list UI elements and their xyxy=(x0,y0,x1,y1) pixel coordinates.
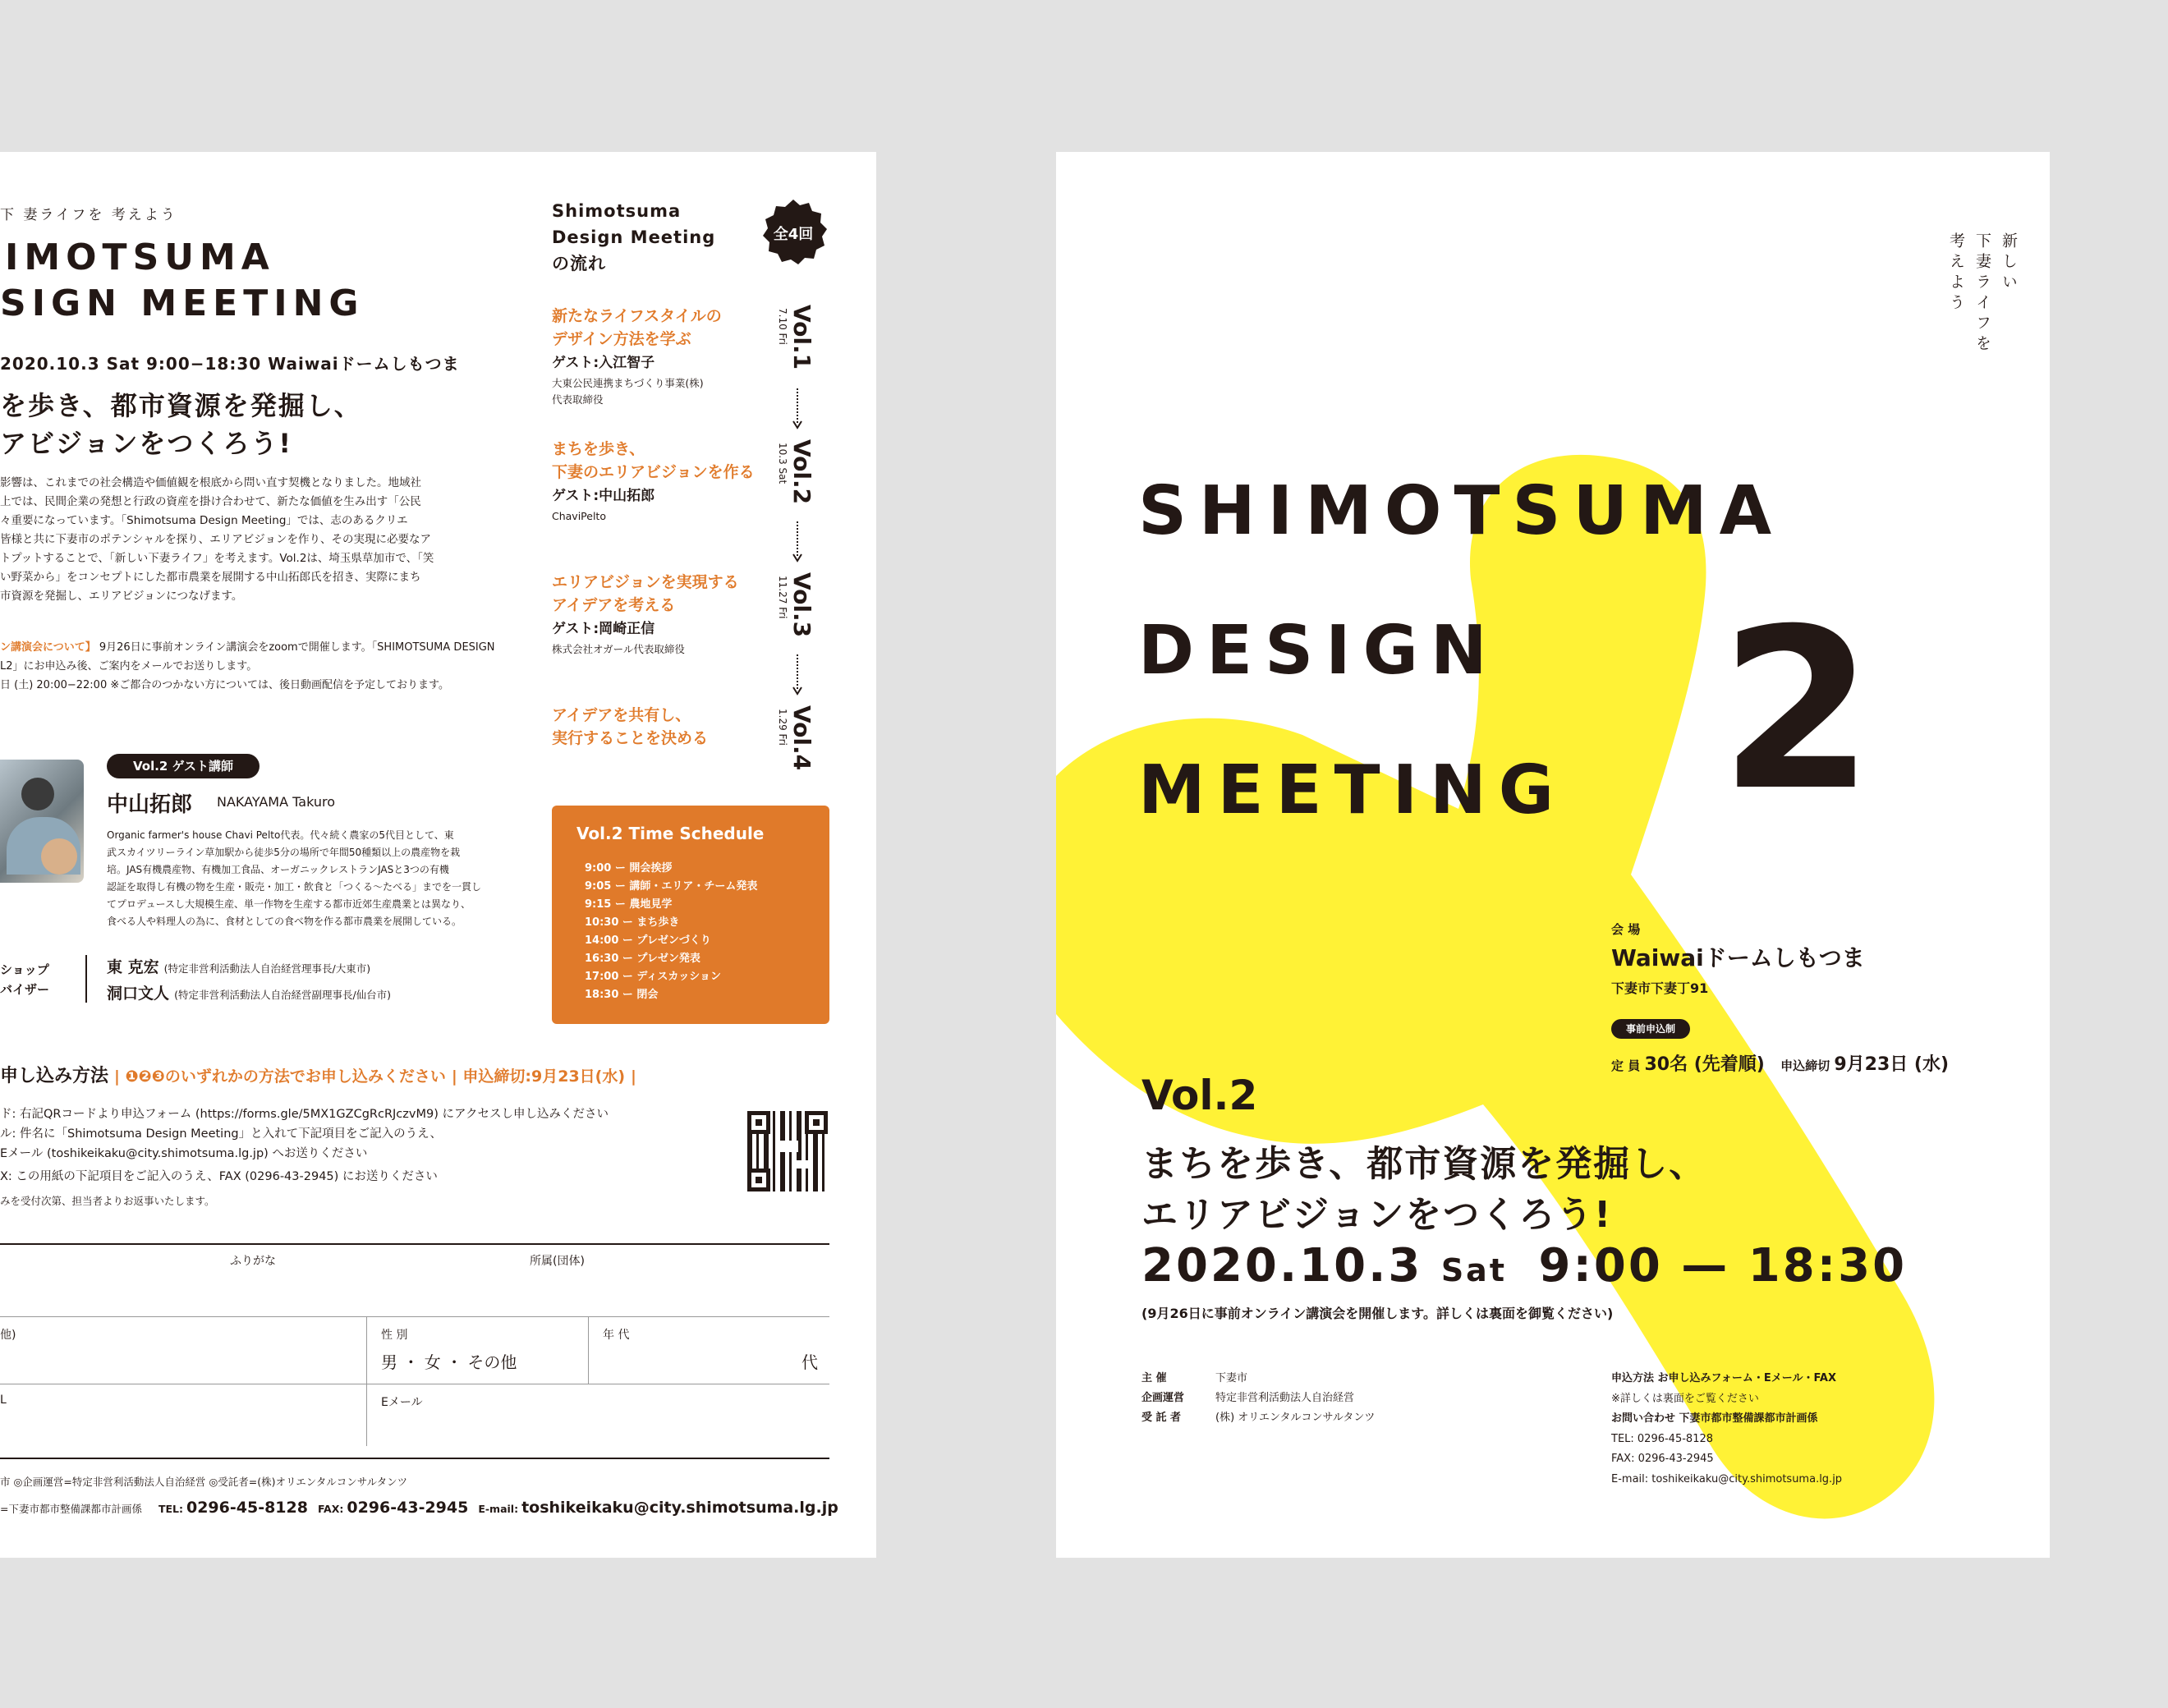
front-date: 2020.10.3 xyxy=(1141,1239,1423,1292)
advisors-label-line: ショップ xyxy=(0,962,49,977)
flow-vol-date: 7.10 Fri xyxy=(777,308,788,345)
bio-line: 認証を取得し有機の物を生産・販売・加工・飲食と「つくる〜たべる」までを一貫し xyxy=(107,881,482,893)
venue-address: 下妻市下妻丁91 xyxy=(1611,980,1709,996)
flow-vol-date: 10.3 Sat xyxy=(777,443,788,484)
form-age-suffix: 代 xyxy=(802,1352,818,1372)
flow-vol-label: Vol.4 xyxy=(788,705,815,771)
back-headline-line1: を歩き、都市資源を発掘し、 xyxy=(0,390,362,421)
flow-item xyxy=(552,438,755,525)
intro-line: 々重要になっています。「Shimotsuma Design Meeting」では、志のあるクリエ xyxy=(0,514,408,527)
contact-line: FAX: 0296-43-2945 xyxy=(1611,1453,1714,1465)
back-headline-line2: アビジョンをつくろう! xyxy=(0,428,292,459)
tagline-line: 考えよう xyxy=(1947,232,1965,315)
flow-item xyxy=(552,305,722,408)
online-note-label: ン講演会について】 xyxy=(0,641,96,654)
flow-title-line: Shimotsuma xyxy=(552,201,682,221)
flow-vol-label: Vol.3 xyxy=(788,572,815,638)
online-note-line: 日 (土) 20:00−22:00 ※ご都合のつかない方については、後日動画配信を予定しております。 xyxy=(0,679,449,691)
advisors-label-line: バイザー xyxy=(0,982,50,997)
front-day: Sat xyxy=(1440,1252,1507,1288)
contact-line: TEL: 0296-45-8128 xyxy=(1611,1432,1714,1445)
apply-line: X: この用紙の下記項目をご記入のうえ、FAX (0296-43-2945) にお送りください xyxy=(0,1170,438,1183)
contact-line: お問い合わせ 下妻市都市整備課都市計画係 xyxy=(1611,1412,1818,1425)
footer-email-label: E-mail: xyxy=(478,1503,519,1515)
advisor-name: 洞口文人 xyxy=(107,985,170,1003)
organizer-value: 特定非営利活動法人自治経営 xyxy=(1215,1392,1355,1404)
form-rule xyxy=(0,1316,829,1317)
front-headline-line2: エリアビジョンをつくろう! xyxy=(1141,1194,1613,1236)
intro-line: 皆様と共に下妻市のポテンシャルを探り、エリアビジョンを作り、その実現に必要なア xyxy=(0,533,431,546)
front-time: 9:00 — 18:30 xyxy=(1538,1239,1908,1292)
advisor xyxy=(107,955,370,977)
form-label-furigana: ふりがな xyxy=(230,1255,276,1268)
bio-line: 武スカイツリーライン草加駅から徒歩5分の場所で年間50種類以上の農産物を栽 xyxy=(107,847,461,858)
guest-bio xyxy=(107,827,517,930)
flow-item-title: 新たなライフスタイルの xyxy=(552,307,722,325)
intro-line: 上では、民間企業の発想と行政の資産を掛け合わせて、新たな価値を生み出す「公民 xyxy=(0,495,421,508)
form-label-email: Eメール xyxy=(381,1396,423,1409)
bio-line: てプロデュースし大規模生産、単一作物を生産する都市近郊生産農業とは異なり、 xyxy=(107,898,471,910)
schedule-row: 9:15 ー 農地見学 xyxy=(585,898,673,911)
front-vol: Vol.2 xyxy=(1141,1072,1258,1119)
flow-badge xyxy=(759,198,828,267)
apply-line: ド: 右記QRコードより申込フォーム (https://forms.gle/5MX1GZCgRcRJczvM9) にアクセスし申し込みください xyxy=(0,1108,609,1121)
apply-line: Eメール (toshikeikaku@city.shimotsuma.lg.jp) へお送りください xyxy=(0,1147,368,1160)
back-kicker: 下 妻ライフを 考えよう xyxy=(0,207,177,223)
apply-header: 申し込み方法 | ❶❷❸のいずれかの方法でお申し込みください | 申込締切:9月23日(水) | xyxy=(0,1066,636,1086)
schedule-rows xyxy=(585,860,757,1004)
flow-item-title: アイデアを共有し、 xyxy=(552,706,691,724)
form-rule xyxy=(588,1316,589,1384)
arrow-down-icon xyxy=(792,521,803,562)
form-rule xyxy=(366,1384,367,1446)
intro-line: トプットすることで、「新しい下妻ライフ」を考えます。Vol.2は、埼玉県草加市で、「笑 xyxy=(0,552,434,565)
schedule-row: 14:00 ー プレゼンづくり xyxy=(585,934,711,947)
deadline-label: 申込締切 xyxy=(1780,1058,1830,1073)
form-rule xyxy=(366,1316,367,1384)
footer-fax: 0296-43-2945 xyxy=(347,1499,469,1517)
back-title-line1: IMOTSUMA xyxy=(5,236,275,278)
flow-vol-label: Vol.1 xyxy=(788,305,815,370)
intro-line: い野菜から」をコンセプトにした都市農業を展開する中山拓郎氏を招き、実際にまち xyxy=(0,571,421,584)
footer-tel-label: TEL: xyxy=(158,1503,183,1515)
flow-title-line: Design Meeting xyxy=(552,227,716,247)
venue-label: 会 場 xyxy=(1611,922,1641,937)
schedule-row: 17:00 ー ディスカッション xyxy=(585,971,722,983)
reservation-badge: 事前申込制 xyxy=(1611,1019,1690,1039)
form-gender-options[interactable]: 男 ・ 女 ・ その他 xyxy=(381,1352,517,1372)
front-title-line2: DESIGN xyxy=(1138,612,1500,690)
front-headline-line1: まちを歩き、都市資源を発掘し、 xyxy=(1141,1143,1707,1185)
flow-item-title: まちを歩き、 xyxy=(552,440,645,458)
intro-line: 市資源を発掘し、エリアビジョンにつなげます。 xyxy=(0,590,243,603)
online-note-line: 9月26日に事前オンライン講演会をzoomで開催します。「SHIMOTSUMA DESIGN xyxy=(99,641,495,654)
guest-photo xyxy=(0,760,84,883)
flow-item-org: 株式会社オガール代表取締役 xyxy=(552,643,685,655)
contact xyxy=(1611,1369,1842,1490)
schedule-row: 9:00 ー 開会挨拶 xyxy=(585,862,673,875)
form-rule xyxy=(0,1243,829,1245)
flow-item-guest: ゲスト:岡崎正信 xyxy=(552,621,655,637)
footer-email: toshikeikaku@city.shimotsuma.lg.jp xyxy=(521,1499,838,1517)
flow-vol-date: 11.27 Fri xyxy=(777,576,788,619)
front-online-note: (9月26日に事前オンライン講演会を開催します。詳しくは裏面を御覧ください) xyxy=(1141,1306,1614,1321)
form-label-gender: 性 別 xyxy=(381,1329,408,1342)
vertical-tagline xyxy=(1943,232,2022,356)
front-datetime xyxy=(1141,1239,1907,1292)
apply-line: みを受付次第、担当者よりお返事いたします。 xyxy=(0,1195,215,1207)
organizer-value: 下妻市 xyxy=(1215,1372,1248,1384)
back-date-venue: 2020.10.3 Sat 9:00−18:30 Waiwaiドームしもつま xyxy=(0,354,460,374)
tagline-line: 新しい xyxy=(2000,232,2018,294)
apply-title: 申し込み方法 xyxy=(0,1066,109,1086)
advisor-role: (特定非営利活動法人自治経営副理事長/仙台市) xyxy=(174,989,392,1001)
form-label-age: 年 代 xyxy=(603,1329,630,1342)
organizer-label: 企画運営 xyxy=(1141,1392,1185,1404)
contact-line: E-mail: toshikeikaku@city.shimotsuma.lg.jp xyxy=(1611,1472,1843,1485)
guest-tag: Vol.2 ゲスト講師 xyxy=(107,754,260,778)
contact-line: ※詳しくは裏面をご覧ください xyxy=(1611,1392,1759,1405)
form-label-frag: L xyxy=(0,1393,7,1407)
advisor-name: 東 克宏 xyxy=(107,958,159,976)
bio-line: 培。JAS有機農産物、有機加工食品、オーガニックレストランJASと3つの有機 xyxy=(107,864,449,875)
yellow-shape xyxy=(1056,152,2050,1558)
front-title-line1: SHIMOTSUMA xyxy=(1138,472,1784,550)
flow-item-title: 実行することを決める xyxy=(552,729,709,747)
intro-line: 影響は、これまでの社会構造や価値観を根底から問い直す契機となりました。地域社 xyxy=(0,476,421,489)
flow-vol-label: Vol.2 xyxy=(788,439,815,505)
flow-title xyxy=(552,198,715,277)
deadline-value: 9月23日 (水) xyxy=(1834,1054,1950,1075)
flow-item-title: デザイン方法を学ぶ xyxy=(552,330,691,348)
arrow-down-icon xyxy=(792,388,803,429)
apply-methods xyxy=(0,1104,609,1211)
organizer-label: 受 託 者 xyxy=(1141,1412,1182,1424)
flow-item-guest: ゲスト:中山拓郎 xyxy=(552,488,655,504)
capacity-label: 定 員 xyxy=(1611,1058,1641,1073)
time-schedule-box xyxy=(552,806,829,1024)
form-label-affiliation: 所属(団体) xyxy=(530,1255,585,1268)
footer-line1: 市 ◎企画運営=特定非営利活動法人自治経営 ◎受託者=(株)オリエンタルコンサルタンツ xyxy=(0,1476,408,1488)
apply-line: ル: 件名に「Shimotsuma Design Meeting」と入れて下記項目をご記入のうえ、 xyxy=(0,1127,442,1141)
flow-item-org: 大東公民連携まちづくり事業(株) xyxy=(552,377,704,389)
schedule-row: 10:30 ー まち歩き xyxy=(585,916,680,929)
bio-line: 食べる人や料理人の為に、食材としての食べ物を作る都市農業を展開している。 xyxy=(107,916,462,927)
organizers xyxy=(1141,1369,1375,1428)
advisor xyxy=(107,981,391,1003)
schedule-row: 9:05 ー 講師・エリア・チーム発表 xyxy=(585,880,758,893)
flow-item-role: 代表取締役 xyxy=(552,393,604,406)
advisor-role: (特定非営利活動法人自治経営理事長/大東市) xyxy=(163,962,371,975)
form-rule xyxy=(0,1458,829,1459)
flyer-front xyxy=(1056,152,2050,1558)
flow-badge-label: 全4回 xyxy=(773,226,814,243)
tagline-line: 下妻ライフを xyxy=(1973,232,1991,356)
flow-item-title: エリアビジョンを実現する xyxy=(552,573,739,591)
contact-line: 申込方法 お申し込みフォーム・Eメール・FAX xyxy=(1611,1372,1836,1384)
capacity xyxy=(1611,1050,1949,1076)
flow-item-org: ChaviPelto xyxy=(552,510,606,522)
arrow-down-icon xyxy=(792,654,803,696)
schedule-row: 16:30 ー プレゼン発表 xyxy=(585,953,700,965)
back-title-line2: SIGN MEETING xyxy=(0,282,365,324)
front-title-line3: MEETING xyxy=(1138,751,1567,829)
back-intro xyxy=(0,474,509,606)
flow-item-title: 下妻のエリアビジョンを作る xyxy=(552,463,755,481)
guest-name-jp: 中山拓郎 xyxy=(107,792,193,817)
organizer-label: 主 催 xyxy=(1141,1372,1167,1384)
flow-item-title: アイデアを考える xyxy=(552,596,676,614)
schedule-row: 18:30 ー 閉会 xyxy=(585,989,659,1001)
guest-name-en: NAKAYAMA Takuro xyxy=(217,794,335,810)
footer-dept: =下妻市都市整備課都市計画係 xyxy=(0,1503,142,1515)
capacity-value: 30名 (先着順) xyxy=(1644,1054,1765,1075)
flow-title-line: の流れ xyxy=(552,254,606,273)
apply-sub: ❶❷❸のいずれかの方法でお申し込みください xyxy=(125,1068,446,1086)
advisors-label xyxy=(0,960,49,999)
advisors-divider xyxy=(85,955,87,1003)
organizer-value: (株) オリエンタルコンサルタンツ xyxy=(1215,1412,1376,1424)
flow-vol-date: 1.29 Fri xyxy=(777,709,788,746)
footer-tel: 0296-45-8128 xyxy=(186,1499,308,1517)
flow-item xyxy=(552,571,739,658)
qr-code[interactable] xyxy=(747,1111,828,1191)
flyer-back xyxy=(0,152,876,1558)
flow-item xyxy=(552,704,708,750)
schedule-title: Vol.2 Time Schedule xyxy=(576,824,765,843)
footer-fax-label: FAX: xyxy=(317,1503,344,1515)
back-online-note xyxy=(0,638,509,695)
online-note-line: L2」にお申込み後、ご案内をメールでお送りします。 xyxy=(0,660,258,673)
form-label-name: 他) xyxy=(0,1329,16,1342)
flow-item-guest: ゲスト:入江智子 xyxy=(552,355,655,371)
bio-line: Organic farmer's house Chavi Pelto代表。代々続く農家の5代目として、東 xyxy=(107,829,454,841)
apply-deadline: 申込締切:9月23日(水) xyxy=(462,1068,626,1086)
venue-name: Waiwaiドームしもつま xyxy=(1611,944,1865,971)
front-big-number: 2 xyxy=(1720,581,1874,839)
footer-line2 xyxy=(0,1499,838,1517)
